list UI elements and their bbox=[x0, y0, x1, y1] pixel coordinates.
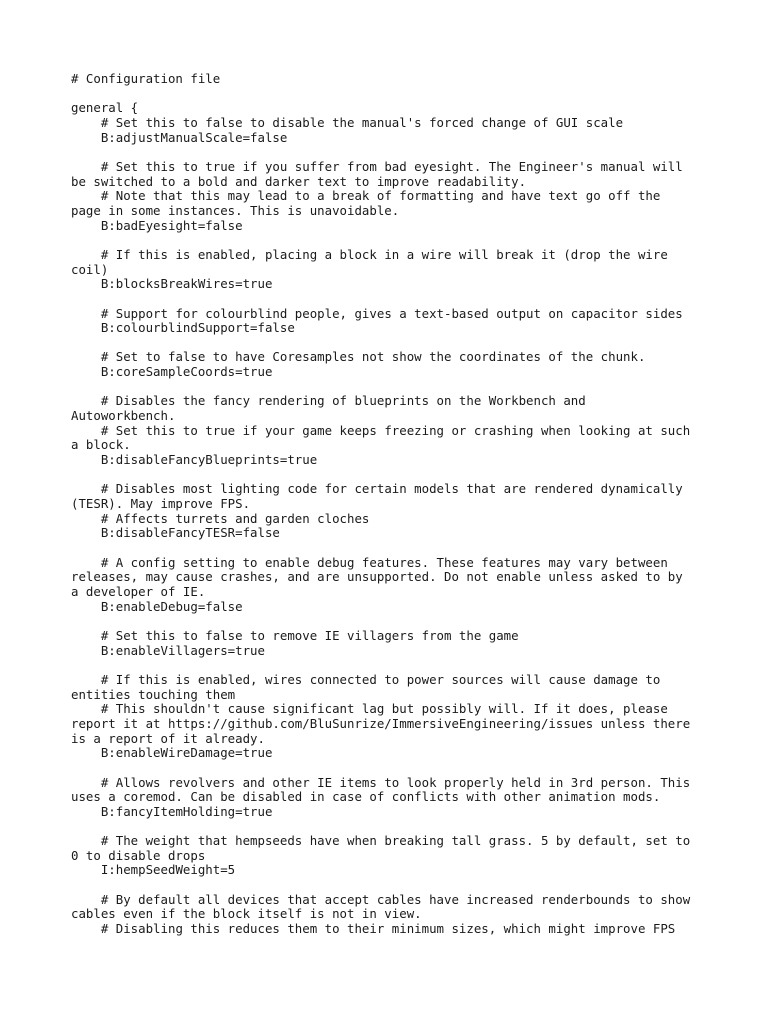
config-line: # If this is enabled, placing a block in a wire will break it (drop the wire bbox=[71, 246, 668, 262]
config-line: releases, may cause crashes, and are unsupported. Do not enable unless asked to by bbox=[71, 569, 683, 585]
blank-line bbox=[71, 819, 711, 834]
blank-line bbox=[71, 658, 711, 673]
config-line: B:enableVillagers=true bbox=[71, 642, 265, 658]
config-line: # Support for colourblind people, gives a text-based output on capacitor sides bbox=[71, 305, 683, 321]
blank-line bbox=[71, 292, 711, 307]
config-line: B:colourblindSupport=false bbox=[71, 320, 295, 336]
blank-line bbox=[71, 541, 711, 556]
config-line: B:badEyesight=false bbox=[71, 217, 243, 233]
config-line: coil) bbox=[71, 261, 109, 277]
config-line: # Set this to false to remove IE villagers from the game bbox=[71, 627, 519, 643]
blank-line bbox=[71, 761, 711, 776]
blank-line bbox=[71, 380, 711, 395]
config-line: a block. bbox=[71, 437, 131, 453]
config-line: # By default all devices that accept cables have increased renderbounds to show bbox=[71, 891, 691, 907]
blank-line bbox=[71, 87, 711, 102]
config-line: B:disableFancyBlueprints=true bbox=[71, 452, 318, 468]
config-line: # A config setting to enable debug features. These features may vary between bbox=[71, 554, 668, 570]
config-line: cables even if the block itself is not in view. bbox=[71, 906, 422, 922]
config-line: I:hempSeedWeight=5 bbox=[71, 862, 236, 878]
config-line: B:blocksBreakWires=true bbox=[71, 276, 273, 292]
config-line: # If this is enabled, wires connected to power sources will cause damage to bbox=[71, 671, 661, 687]
blank-line bbox=[71, 614, 711, 629]
blank-line bbox=[71, 468, 711, 483]
config-line: (TESR). May improve FPS. bbox=[71, 496, 251, 512]
config-line: Autoworkbench. bbox=[71, 408, 176, 424]
config-line: B:coreSampleCoords=true bbox=[71, 364, 273, 380]
config-line: B:disableFancyTESR=false bbox=[71, 525, 280, 541]
config-line: # Disables the fancy rendering of blueprints on the Workbench and bbox=[71, 393, 586, 409]
config-line: # Set to false to have Coresamples not show the coordinates of the chunk. bbox=[71, 349, 646, 365]
config-line: # Affects turrets and garden cloches bbox=[71, 510, 370, 526]
config-line: # Set this to true if you suffer from bad eyesight. The Engineer's manual will bbox=[71, 158, 683, 174]
config-line: # This shouldn't cause significant lag but possibly will. If it does, please bbox=[71, 701, 668, 717]
config-line: # Set this to true if your game keeps freezing or crashing when looking at such bbox=[71, 422, 691, 438]
config-line: be switched to a bold and darker text to improve readability. bbox=[71, 173, 527, 189]
config-line: page in some instances. This is unavoidable. bbox=[71, 202, 400, 218]
config-line: B:enableDebug=false bbox=[71, 598, 243, 614]
blank-line bbox=[71, 336, 711, 351]
config-line: B:adjustManualScale=false bbox=[71, 129, 288, 145]
config-document bbox=[71, 72, 711, 937]
config-line: # The weight that hempseeds have when breaking tall grass. 5 by default, set to bbox=[71, 833, 691, 849]
config-line: # Disables most lighting code for certain models that are rendered dynamically bbox=[71, 481, 683, 497]
config-line: a developer of IE. bbox=[71, 583, 206, 599]
config-line: uses a coremod. Can be disabled in case of conflicts with other animation mods. bbox=[71, 789, 661, 805]
config-line: report it at https://github.com/BluSunrize/ImmersiveEngineering/issues unless there bbox=[71, 715, 691, 731]
config-line: B:fancyItemHolding=true bbox=[71, 803, 273, 819]
config-line: # Disabling this reduces them to their minimum sizes, which might improve FPS bbox=[71, 921, 676, 937]
config-line: is a report of it already. bbox=[71, 730, 265, 746]
blank-line bbox=[71, 145, 711, 160]
config-line: # Configuration file bbox=[71, 71, 221, 86]
config-line: entities touching them bbox=[71, 686, 236, 702]
config-line: 0 to disable drops bbox=[71, 847, 206, 863]
config-line: general { bbox=[71, 100, 139, 116]
blank-line bbox=[71, 233, 711, 248]
config-line: B:enableWireDamage=true bbox=[71, 745, 273, 761]
config-line: # Set this to false to disable the manual's forced change of GUI scale bbox=[71, 114, 624, 130]
config-line: # Allows revolvers and other IE items to look properly held in 3rd person. This bbox=[71, 774, 691, 790]
blank-line bbox=[71, 878, 711, 893]
config-line: # Note that this may lead to a break of formatting and have text go off the bbox=[71, 188, 661, 204]
